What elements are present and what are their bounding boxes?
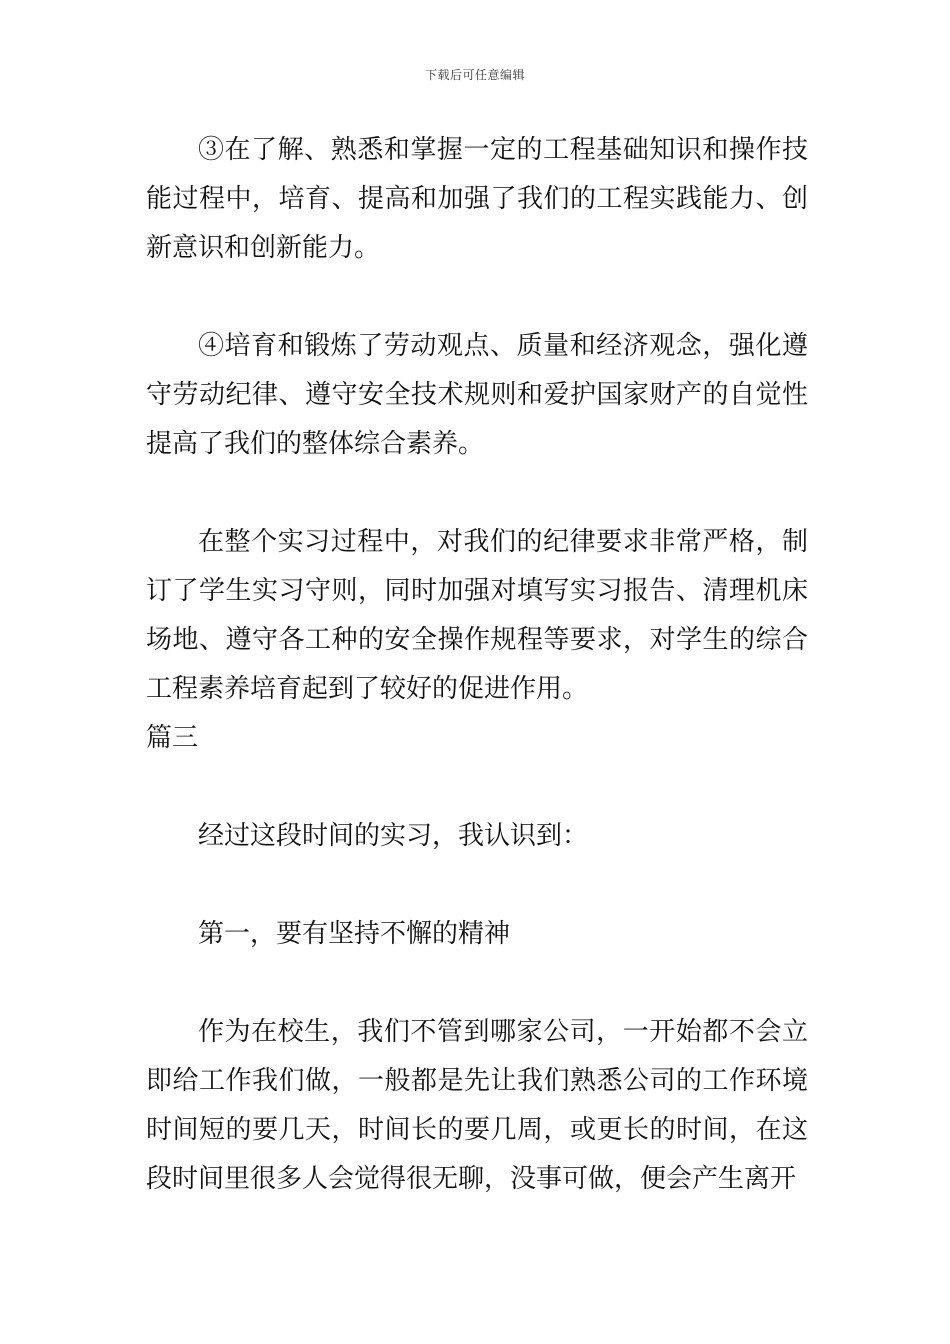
paragraph-4: ④培育和锻炼了劳动观点、质量和经济观念，强化遵守劳动纪律、遵守安全技术规则和爱护国家财产的自觉性提高了我们的整体综合素养。 — [146, 331, 808, 459]
paragraph-first-point: 第一，要有坚持不懈的精神 — [198, 919, 511, 949]
paragraph-discipline: 在整个实习过程中，对我们的纪律要求非常严格，制订了学生实习守则，同时加强对填写实习报告、清理机床场地、遵守各工种的安全操作规程等要求，对学生的综合工程素养培育起到了较好的促进作用。 — [146, 527, 808, 704]
document-body — [146, 126, 808, 1204]
paragraph-student: 作为在校生，我们不管到哪家公司，一开始都不会立即给工作我们做，一般都是先让我们熟悉公司的工作环境时间短的要几天，时间长的要几周，或更长的时间，在这段时间里很多人会觉得很无聊，没事可做，便会产生离开 — [146, 1017, 808, 1194]
paragraph-intro: 经过这段时间的实习，我认识到： — [198, 821, 589, 851]
paragraph-3: ③在了解、熟悉和掌握一定的工程基础知识和操作技能过程中，培育、提高和加强了我们的工程实践能力、创新意识和创新能力。 — [146, 135, 808, 263]
section-heading: 篇三 — [146, 723, 199, 753]
page-header: 下载后可任意编辑 — [424, 68, 525, 82]
